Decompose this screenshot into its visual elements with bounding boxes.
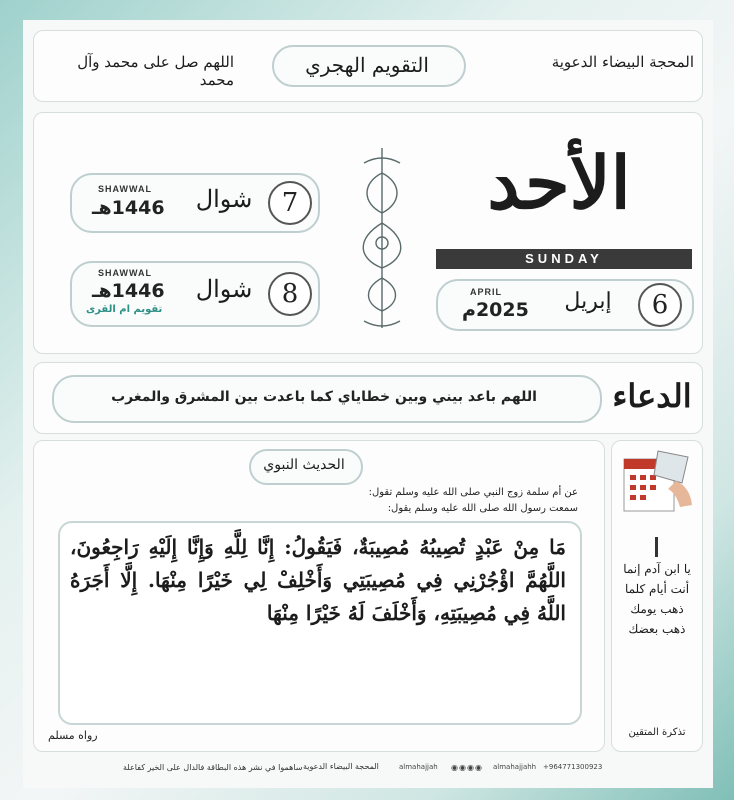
hadith-source: رواه مسلم — [48, 729, 98, 742]
ornament-divider — [352, 143, 412, 333]
reminder-section — [611, 440, 703, 752]
reminder-text: يا ابن آدم إنما أنت أيام كلما ذهب يومك ذهب بعضك — [623, 562, 691, 636]
footer-phone: +964771300923 — [543, 763, 603, 771]
footer-social-icons: ◉◉◉◉ — [451, 763, 483, 772]
day-name-en: SUNDAY — [525, 251, 603, 266]
calendar-card — [23, 20, 713, 788]
dua-section — [33, 362, 703, 434]
gregorian-date — [436, 279, 694, 331]
footer-handle-2: almahajjahh — [493, 763, 537, 771]
hijri-1-month-ar: شوال — [195, 185, 253, 213]
salawat-text: اللهم صل على محمد وآل محمد — [77, 53, 234, 89]
gregorian-month-en: APRIL — [470, 287, 502, 297]
gregorian-day: 6 — [638, 283, 682, 327]
hadith-intro-2: سمعت رسول الله صلى الله عليه وسلم يقول: — [387, 503, 578, 514]
hadith-text: مَا مِنْ عَبْدٍ تُصِيبُهُ مُصِيبَةٌ، فَيَقُولُ: إِنَّا لِلَّهِ وَإِنَّا إِلَيْهِ رَاجِعُونَ، اللَّهُمَّ اؤْجُرْنِي فِي مُصِيبَتِي وَأَخْلِفْ لِي خَيْرًا مِنْهَا. إِلَّا أَجَرَهُ اللَّهُ فِي مُصِيبَتِهِ، وَأَخْلَفَ لَهُ خَيْرًا مِنْهَا — [70, 535, 566, 625]
hadith-label: الحديث النبوي — [263, 457, 345, 473]
hijri-date-1 — [70, 173, 320, 233]
hadith-section — [33, 440, 605, 752]
gregorian-year: 2025م — [462, 299, 529, 321]
reminder-label: تذكرة المتقين — [628, 727, 686, 738]
hijri-1-month-en: SHAWWAL — [98, 184, 152, 194]
dua-label: الدعاء — [612, 377, 692, 415]
hijri-2-day: 8 — [268, 272, 312, 316]
hijri-2-month-en: SHAWWAL — [98, 268, 152, 278]
hijri-1-year: 1446هـ — [92, 197, 165, 219]
calendar-source: تقويم ام القرى — [86, 304, 163, 315]
dua-text: اللهم باعد بيني وبين خطاياي كما باعدت بين المشرق والمغرب — [111, 389, 537, 405]
calendar-hand-icon — [618, 447, 696, 523]
hijri-2-month-ar: شوال — [195, 275, 253, 303]
org-logo-text: المحجة البيضاء الدعوية — [551, 53, 694, 71]
footer-logo-text: المحجة البيضاء الدعوية — [303, 762, 379, 771]
footer — [33, 760, 701, 780]
hijri-1-day: 7 — [268, 181, 312, 225]
hijri-date-2 — [70, 261, 320, 327]
hadith-intro-1: عن أم سلمة زوج النبي صلى الله عليه وسلم تقول: — [368, 487, 578, 498]
header-bar — [33, 30, 703, 102]
footer-text: ساهموا في نشر هذه البطاقة فالدال على الخير كفاعلة — [123, 763, 303, 772]
day-name-ar: الأحد — [487, 140, 631, 225]
footer-handle-1: almahajjah — [399, 763, 438, 771]
date-panel — [33, 112, 703, 354]
gregorian-month-ar: إبريل — [564, 289, 612, 314]
hijri-2-year: 1446هـ — [92, 280, 165, 302]
reminder-ornament — [655, 537, 658, 557]
page-title: التقويم الهجري — [305, 53, 429, 77]
